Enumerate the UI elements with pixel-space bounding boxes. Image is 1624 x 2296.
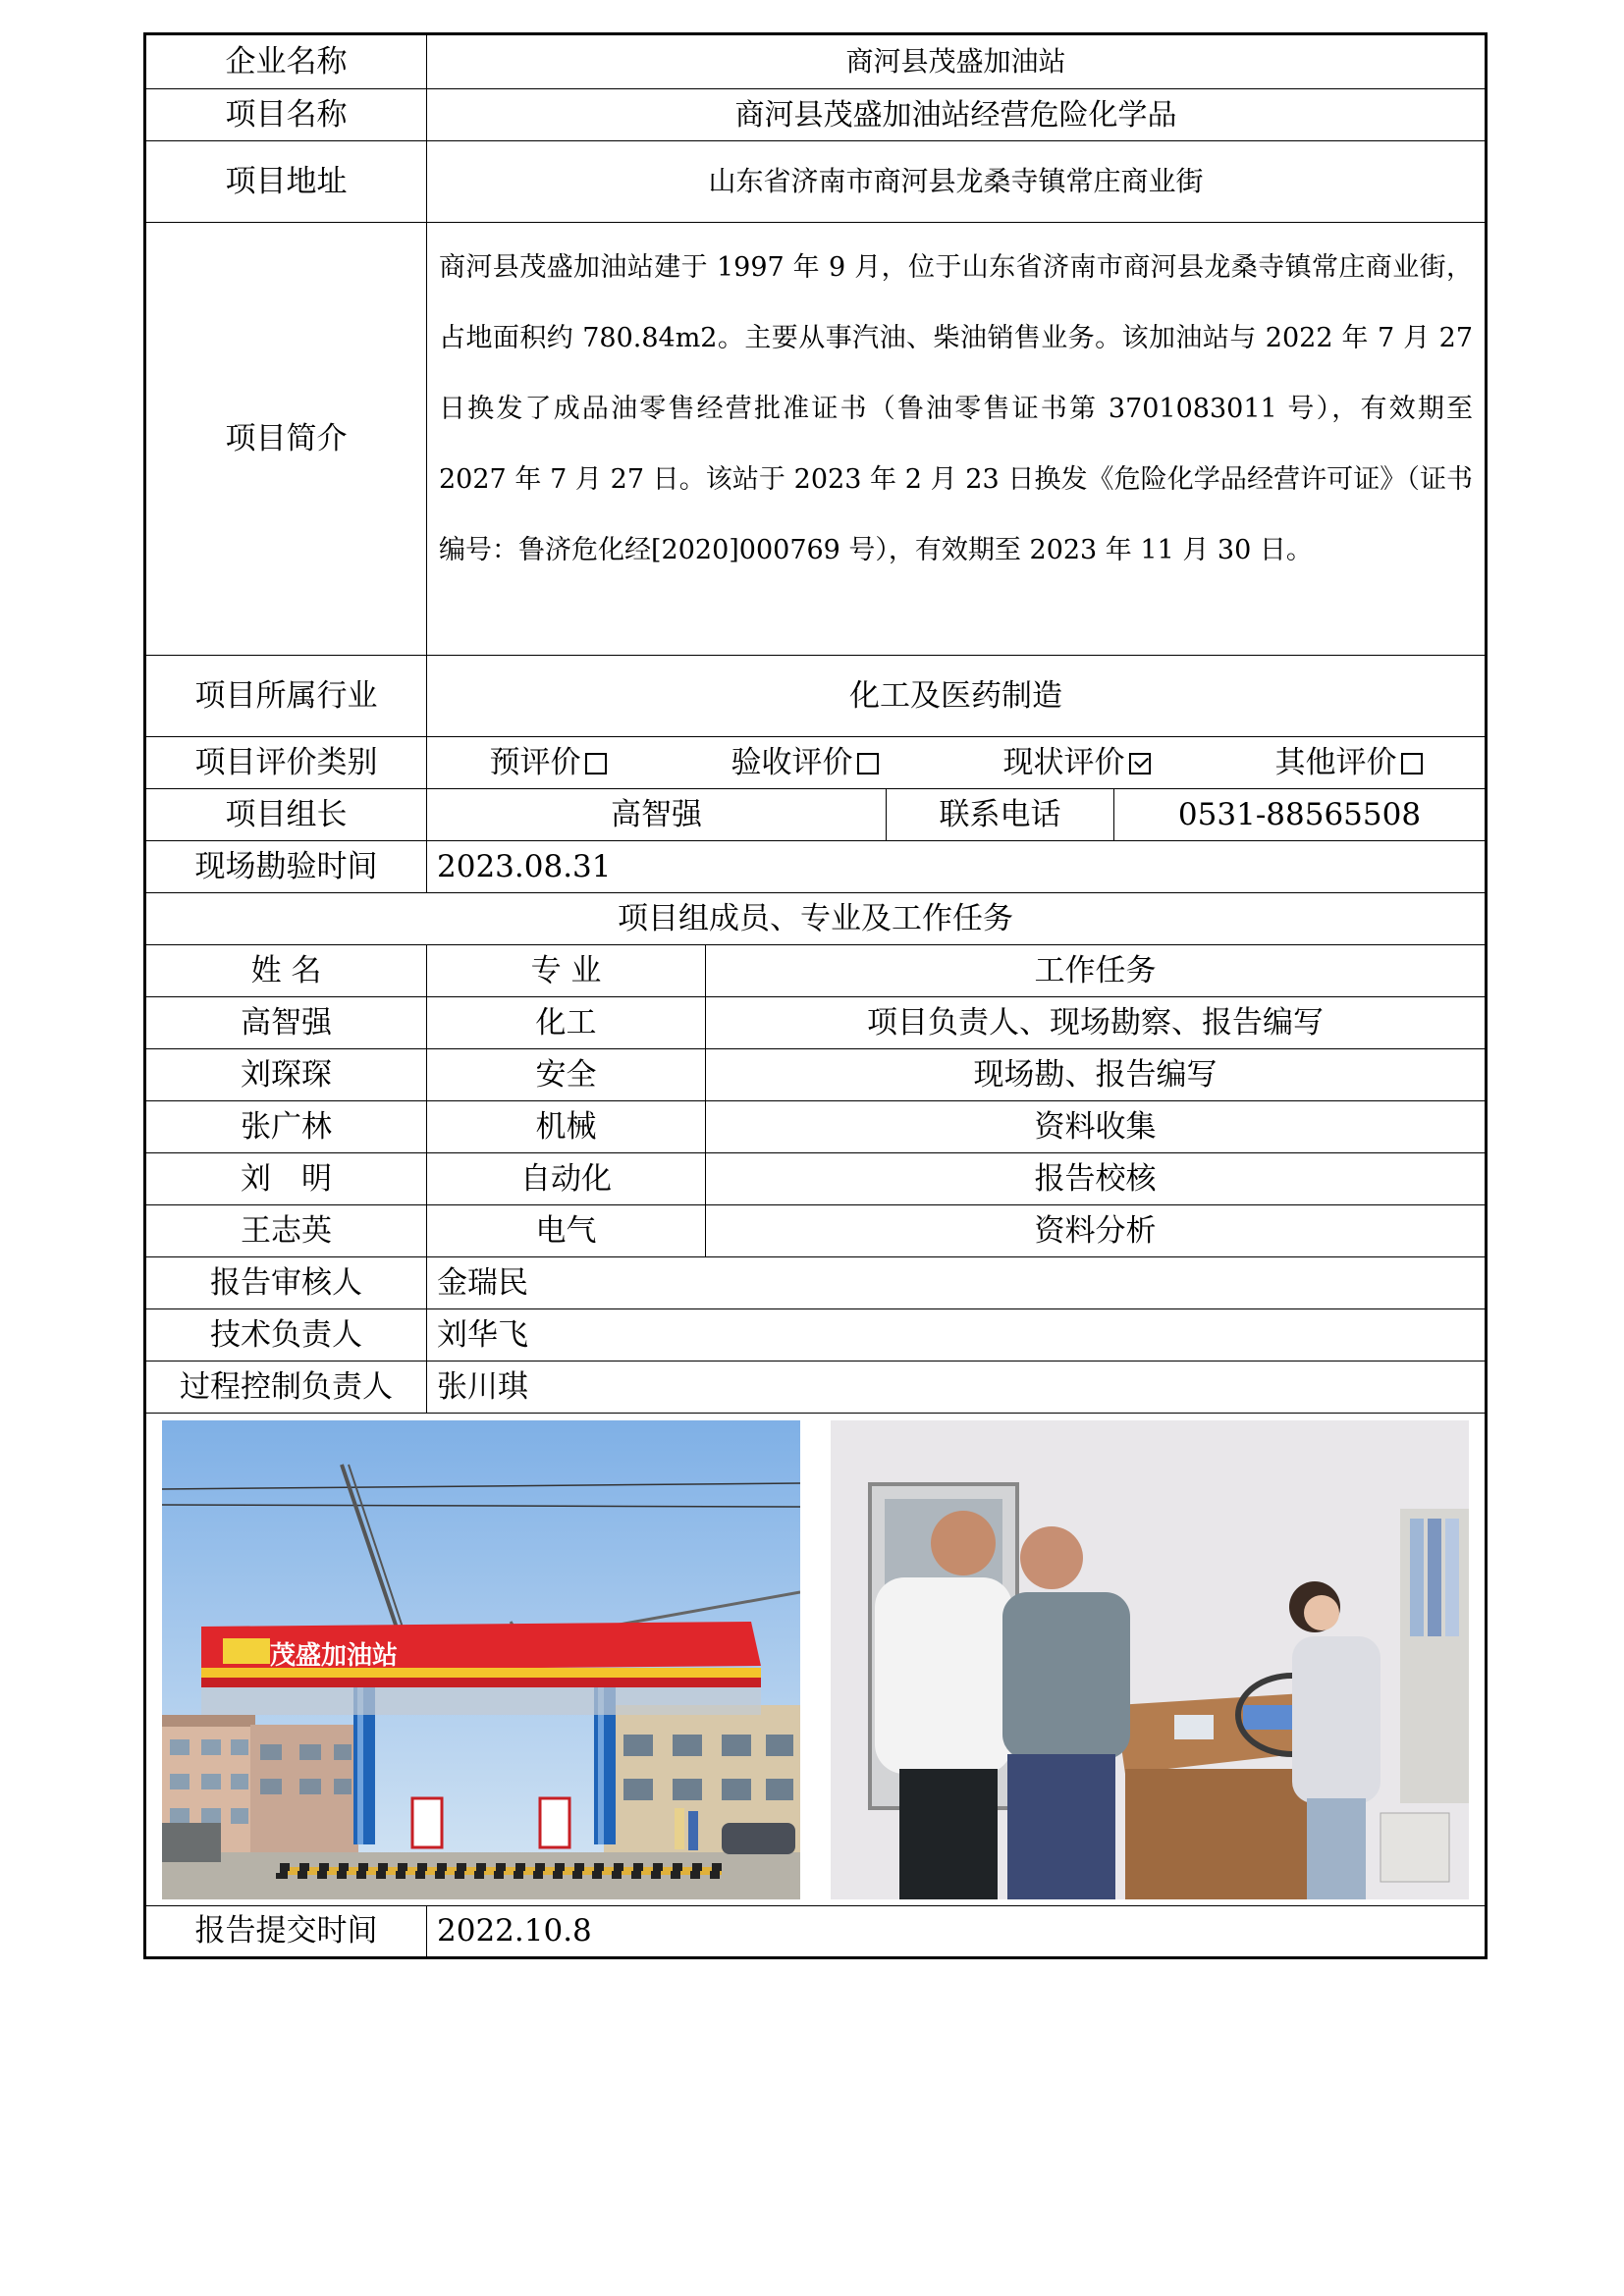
- member-task: 报告校核: [706, 1153, 1487, 1205]
- table-row: [145, 1049, 1487, 1101]
- member-task: 资料分析: [706, 1205, 1487, 1257]
- leader-label: 项目组长: [145, 789, 427, 841]
- team-header-major: 专 业: [427, 945, 706, 997]
- project-name-value: 商河县茂盛加油站经营危险化学品: [427, 89, 1487, 141]
- member-name: 刘 明: [145, 1153, 427, 1205]
- member-name: 张广林: [145, 1101, 427, 1153]
- member-name: 王志英: [145, 1205, 427, 1257]
- table-row: [145, 997, 1487, 1049]
- member-task: 资料收集: [706, 1101, 1487, 1153]
- eval-option-status: 现状评价: [1003, 746, 1151, 779]
- member-task: 项目负责人、现场勘察、报告编写: [706, 997, 1487, 1049]
- industry-value: 化工及医药制造: [427, 656, 1487, 737]
- member-major: 自动化: [427, 1153, 706, 1205]
- project-address-value: 山东省济南市商河县龙桑寺镇常庄商业街: [427, 141, 1487, 223]
- checkbox-icon: [857, 753, 879, 774]
- submit-time-value: 2022.10.8: [427, 1906, 1487, 1958]
- member-name: 刘琛琛: [145, 1049, 427, 1101]
- team-header-name: 姓 名: [145, 945, 427, 997]
- tech-lead-value: 刘华飞: [427, 1309, 1487, 1362]
- member-task: 现场勘、报告编写: [706, 1049, 1487, 1101]
- process-lead-value: 张川琪: [427, 1362, 1487, 1414]
- checkbox-checked-icon: [1129, 753, 1151, 774]
- eval-option-pre: 预评价: [490, 746, 607, 779]
- industry-label: 项目所属行业: [145, 656, 427, 737]
- table-row: [145, 1205, 1487, 1257]
- member-major: 电气: [427, 1205, 706, 1257]
- project-intro-label: 项目简介: [145, 223, 427, 656]
- member-major: 安全: [427, 1049, 706, 1101]
- member-major: 机械: [427, 1101, 706, 1153]
- eval-type-label: 项目评价类别: [145, 737, 427, 789]
- gas-station-photo: [162, 1420, 800, 1899]
- survey-time-label: 现场勘验时间: [145, 841, 427, 893]
- checkbox-icon: [1401, 753, 1423, 774]
- company-label: 企业名称: [145, 34, 427, 89]
- project-info-table: [143, 32, 1488, 1959]
- project-name-label: 项目名称: [145, 89, 427, 141]
- phone-label: 联系电话: [887, 789, 1114, 841]
- eval-option-other: 其他评价: [1275, 746, 1423, 779]
- leader-value: 高智强: [427, 789, 887, 841]
- member-name: 高智强: [145, 997, 427, 1049]
- reviewer-label: 报告审核人: [145, 1257, 427, 1309]
- eval-type-options: [427, 737, 1487, 789]
- submit-time-label: 报告提交时间: [145, 1906, 427, 1958]
- photo-row: [145, 1414, 1487, 1906]
- tech-lead-label: 技术负责人: [145, 1309, 427, 1362]
- company-value: 商河县茂盛加油站: [427, 34, 1487, 89]
- eval-option-acceptance: 验收评价: [731, 746, 879, 779]
- member-major: 化工: [427, 997, 706, 1049]
- team-header-task: 工作任务: [706, 945, 1487, 997]
- project-intro-text: 商河县茂盛加油站建于 1997 年 9 月，位于山东省济南市商河县龙桑寺镇常庄商业街，占地面积约 780.84m2。主要从事汽油、柴油销售业务。该加油站与 2022 年 7 月 27 日换发了成品油零售经营批准证书（鲁油零售证书第 3701083011 号），有效期至 2027 年 7 月 27 日。该站于 2023 年 2 月 23 日换发《危险化学品经营许可证》（证书编号：鲁济危化经[2020]000769 号），有效期至 2023 年 11 月 30 日。: [439, 252, 1474, 565]
- table-row: [145, 1153, 1487, 1205]
- office-inspection-photo: [831, 1420, 1469, 1899]
- table-row: [145, 1101, 1487, 1153]
- process-lead-label: 过程控制负责人: [145, 1362, 427, 1414]
- checkbox-icon: [585, 753, 607, 774]
- canopy-sign-text: 茂盛加油站: [270, 1640, 399, 1671]
- reviewer-value: 金瑞民: [427, 1257, 1487, 1309]
- survey-time-value: 2023.08.31: [427, 841, 1487, 893]
- team-title: 项目组成员、专业及工作任务: [145, 893, 1487, 945]
- phone-value: 0531-88565508: [1114, 789, 1487, 841]
- project-address-label: 项目地址: [145, 141, 427, 223]
